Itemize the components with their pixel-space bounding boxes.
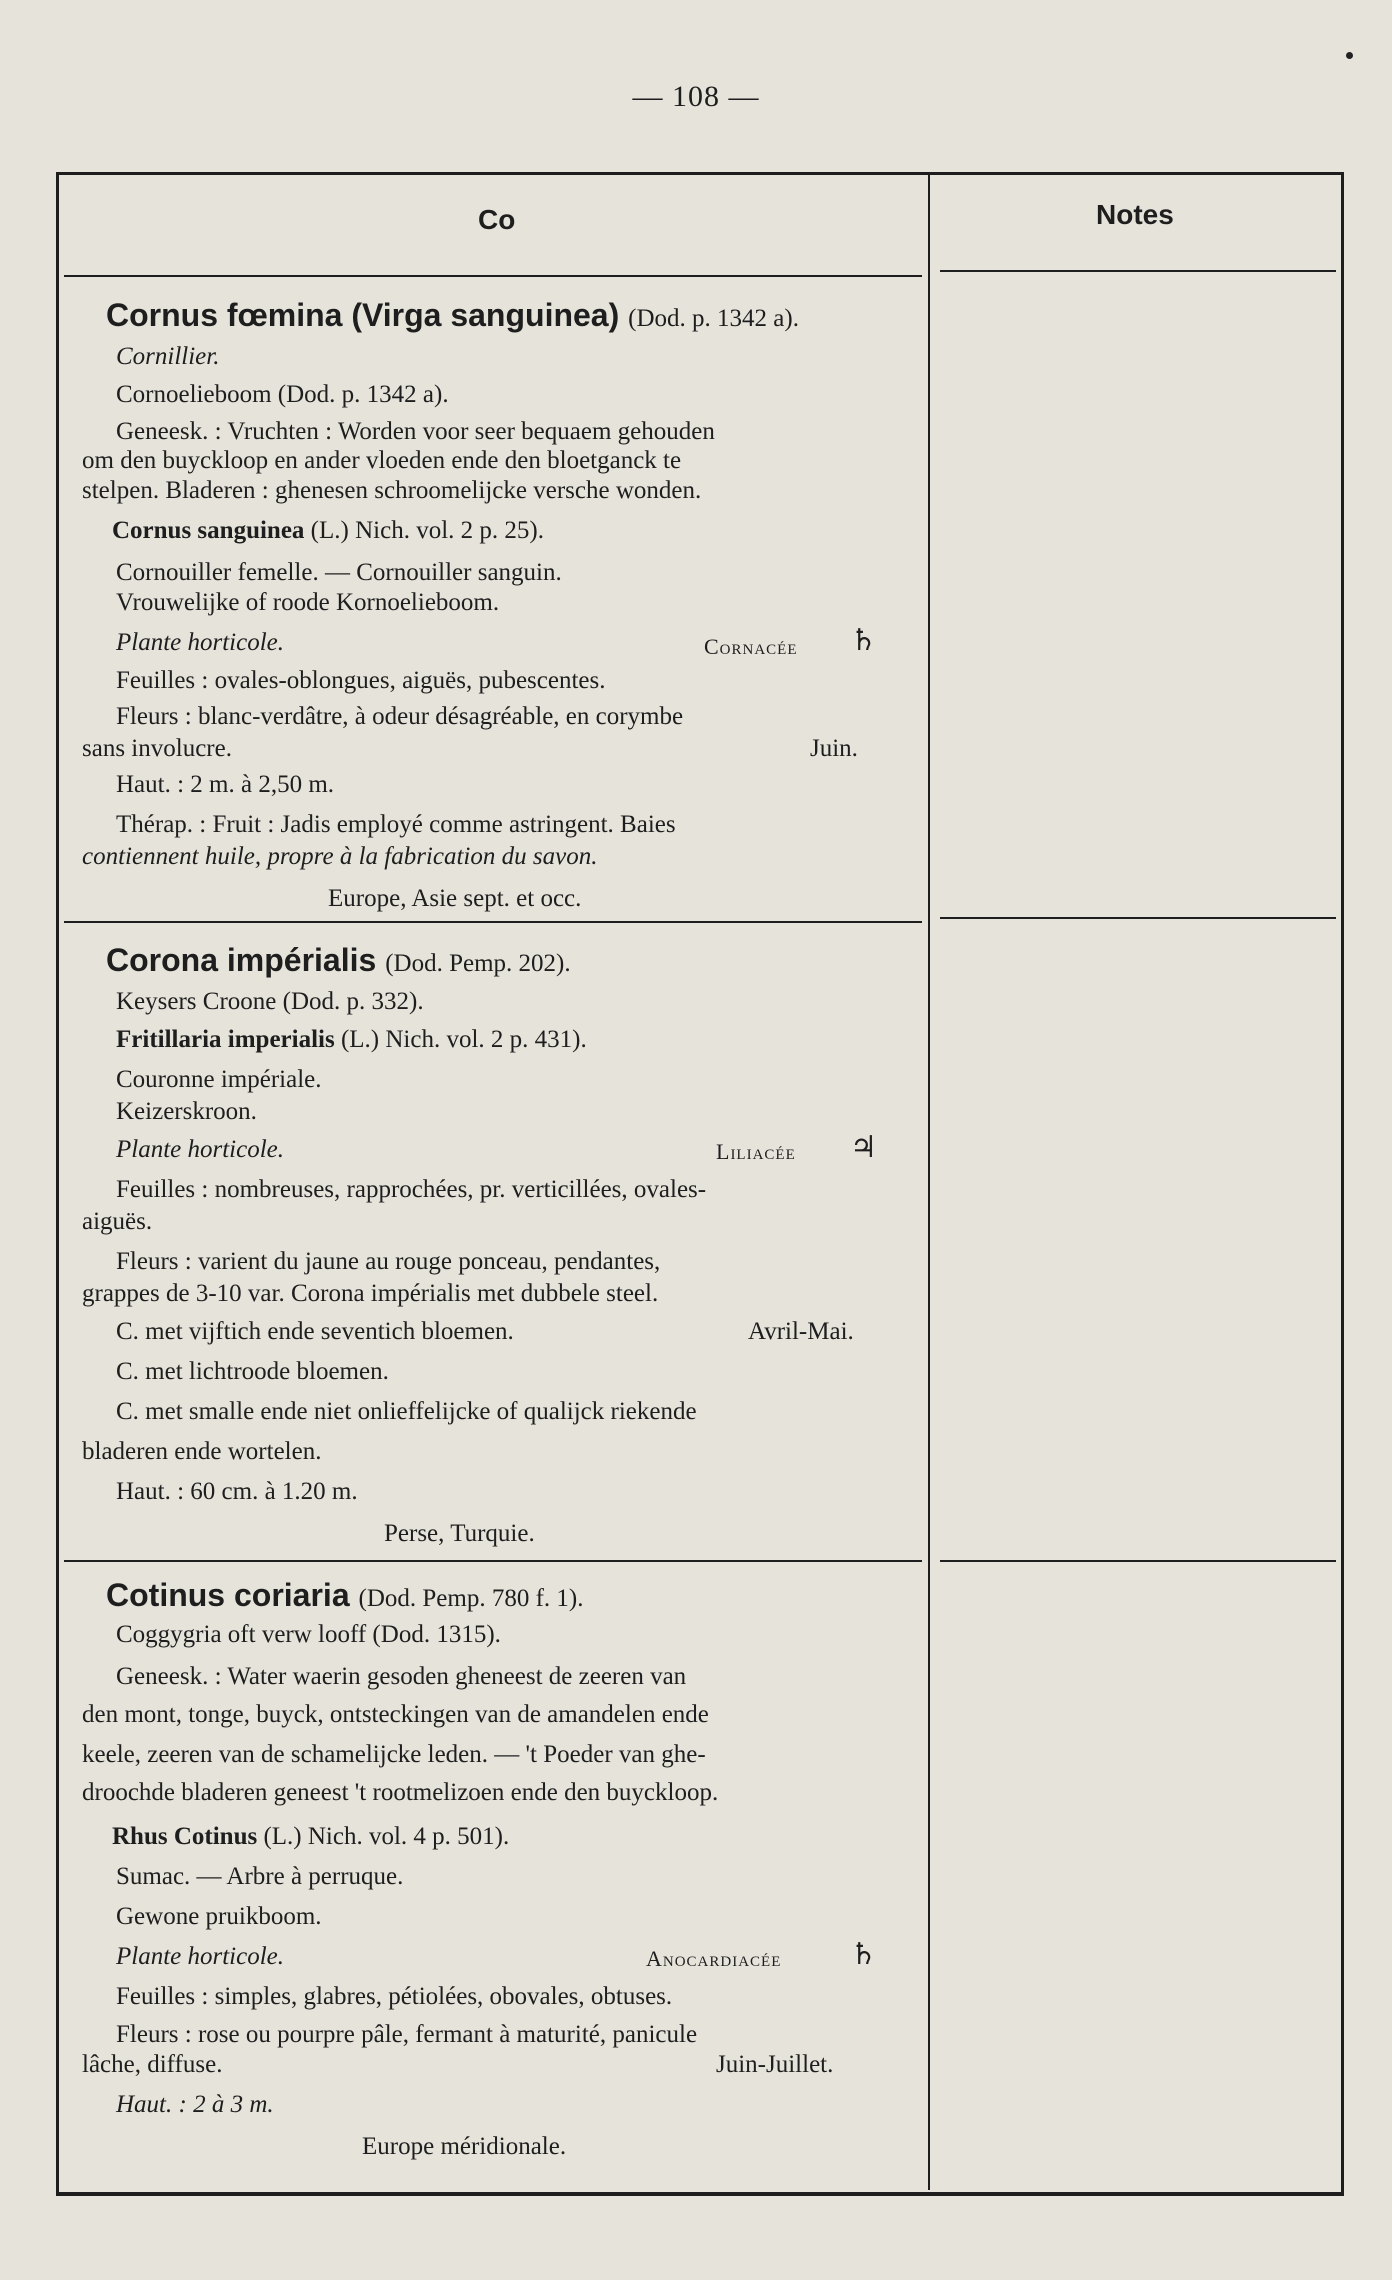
bottom-rule bbox=[56, 2192, 1344, 2195]
dutch-name: Cornoelieboom (Dod. p. 1342 a). bbox=[116, 381, 449, 408]
family-label: Cornacée bbox=[704, 634, 798, 659]
text-line: C. met vijftich ende seventich bloemen. bbox=[116, 1318, 514, 1345]
dutch-name: Keysers Croone (Dod. p. 332). bbox=[116, 988, 424, 1015]
text-line: keele, zeeren van de schamelijcke leden. — 't Poeder van ghe- bbox=[82, 1741, 706, 1768]
synonym-line: Rhus Cotinus (L.) Nich. vol. 4 p. 501). bbox=[112, 1823, 510, 1850]
column-header-name: Co bbox=[478, 204, 516, 235]
flowering-period: Juin. bbox=[810, 735, 858, 762]
text-line: Fleurs : varient du jaune au rouge ponceau, pendantes, bbox=[116, 1248, 661, 1275]
text-line: aiguës. bbox=[82, 1208, 153, 1235]
flowering-period: Avril-Mai. bbox=[748, 1318, 854, 1345]
synonym-line: Fritillaria imperialis (L.) Nich. vol. 2 p. 431). bbox=[116, 1026, 587, 1053]
text-line: stelpen. Bladeren : ghenesen schroomelijcke versche wonden. bbox=[82, 477, 702, 504]
family-label: Liliacée bbox=[716, 1139, 796, 1164]
column-divider bbox=[928, 172, 930, 2190]
dutch-name: Coggygria oft verw looff (Dod. 1315). bbox=[116, 1621, 501, 1648]
plant-type: Plante horticole. bbox=[116, 1136, 285, 1163]
ink-dot bbox=[1346, 52, 1353, 59]
shrub-symbol-icon: ♄ bbox=[850, 1938, 877, 1971]
height-line: Haut. : 2 m. à 2,50 m. bbox=[116, 771, 335, 798]
text-line: Couronne impériale. bbox=[116, 1066, 322, 1093]
height-line: Haut. : 60 cm. à 1.20 m. bbox=[116, 1478, 358, 1505]
text-line: sans involucre. bbox=[82, 735, 232, 762]
text-line: C. met smalle ende niet onlieffelijcke of qualijck riekende bbox=[116, 1398, 697, 1425]
header-rule-left bbox=[64, 275, 922, 277]
entry-title: Corona impérialis (Dod. Pemp. 202). bbox=[106, 942, 571, 978]
entry-title: Cornus fœmina (Virga sanguinea) (Dod. p. 1342 a). bbox=[106, 297, 799, 333]
text-line: Fleurs : blanc-verdâtre, à odeur désagréable, en corymbe bbox=[116, 703, 684, 730]
text-line: Feuilles : nombreuses, rapprochées, pr. verticillées, ovales- bbox=[116, 1176, 707, 1203]
text-line: Feuilles : simples, glabres, pétiolées, obovales, obtuses. bbox=[116, 1983, 673, 2010]
distribution: Europe méridionale. bbox=[362, 2133, 567, 2160]
text-line: bladeren ende wortelen. bbox=[82, 1438, 322, 1465]
text-line: om den buyckloop en ander vloeden ende den bloetganck te bbox=[82, 447, 682, 474]
text-line: lâche, diffuse. bbox=[82, 2051, 223, 2078]
text-line: grappes de 3-10 var. Corona impérialis met dubbele steel. bbox=[82, 1280, 659, 1307]
synonym-line: Cornus sanguinea (L.) Nich. vol. 2 p. 25). bbox=[112, 517, 544, 544]
text-line: Vrouwelijke of roode Kornoelieboom. bbox=[116, 589, 500, 616]
header-rule-right bbox=[940, 270, 1336, 272]
text-line: contiennent huile, propre à la fabrication du savon. bbox=[82, 843, 598, 870]
text-line: C. met lichtroode bloemen. bbox=[116, 1358, 389, 1385]
perennial-symbol-icon: ♃ bbox=[850, 1131, 877, 1164]
entry-divider-1-left bbox=[64, 921, 922, 923]
french-name: Cornillier. bbox=[116, 343, 220, 370]
height-line: Haut. : 2 à 3 m. bbox=[116, 2091, 274, 2118]
text-line: Fleurs : rose ou pourpre pâle, fermant à maturité, panicule bbox=[116, 2021, 698, 2048]
text-line: Keizerskroon. bbox=[116, 1098, 257, 1125]
entry-divider-2-left bbox=[64, 1560, 922, 1562]
text-line: Cornouiller femelle. — Cornouiller sanguin. bbox=[116, 559, 562, 586]
text-line: Geneesk. : Vruchten : Worden voor seer bequaem gehouden bbox=[116, 418, 715, 445]
family-label: Anocardiacée bbox=[646, 1946, 782, 1971]
plant-type: Plante horticole. bbox=[116, 1943, 285, 1970]
text-line: Geneesk. : Water waerin gesoden gheneest de zeeren van bbox=[116, 1663, 687, 1690]
text-line: Gewone pruikboom. bbox=[116, 1903, 322, 1930]
text-line: den mont, tonge, buyck, ontsteckingen van de amandelen ende bbox=[82, 1701, 709, 1728]
text-line: Sumac. — Arbre à perruque. bbox=[116, 1863, 404, 1890]
page-number: — 108 — bbox=[632, 80, 760, 113]
distribution: Europe, Asie sept. et occ. bbox=[328, 885, 582, 912]
distribution: Perse, Turquie. bbox=[384, 1520, 535, 1547]
entry-title: Cotinus coriaria (Dod. Pemp. 780 f. 1). bbox=[106, 1577, 584, 1613]
text-line: Feuilles : ovales-oblongues, aiguës, pubescentes. bbox=[116, 667, 606, 694]
entry-divider-2-right bbox=[940, 1560, 1336, 1562]
shrub-symbol-icon: ♄ bbox=[850, 624, 877, 657]
entry-divider-1-right bbox=[940, 917, 1336, 919]
flowering-period: Juin-Juillet. bbox=[716, 2051, 834, 2078]
plant-type: Plante horticole. bbox=[116, 629, 285, 656]
text-line: Thérap. : Fruit : Jadis employé comme astringent. Baies bbox=[116, 811, 676, 838]
text-line: droochde bladeren geneest 't rootmelizoen ende den buyckloop. bbox=[82, 1779, 719, 1806]
column-header-notes: Notes bbox=[1096, 199, 1174, 230]
